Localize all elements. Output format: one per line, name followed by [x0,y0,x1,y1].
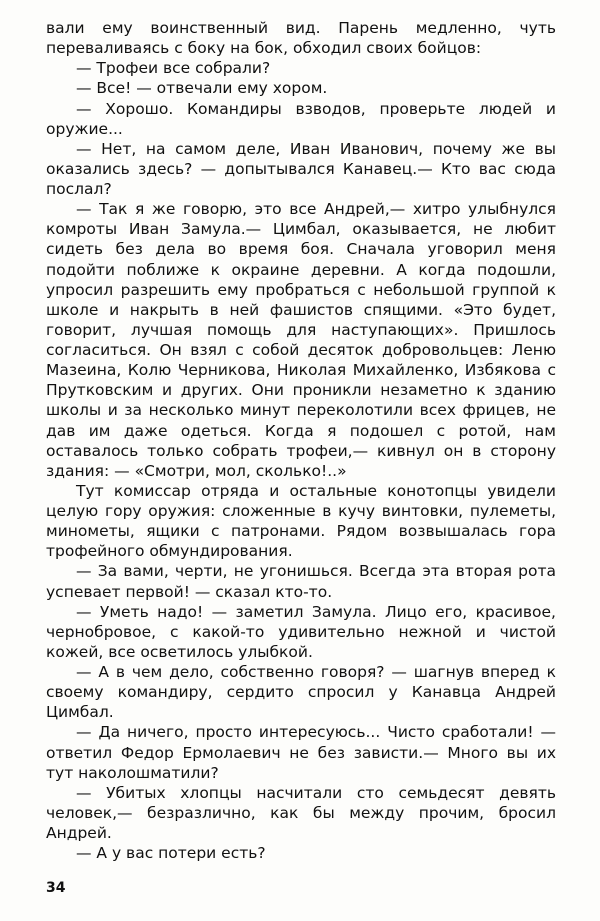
paragraph: — А у вас потери есть? [76,844,266,863]
paragraph: — А в чем дело, собственно говоря? — шагнув вперед к своему командиру, сердито спросил у Канавца Андрей Цимбал. [46,663,556,722]
paragraph: — Все! — отвечали ему хором. [76,79,328,98]
paragraph: — Хорошо. Командиры взводов, проверьте людей и оружие... [46,99,556,138]
paragraph: — За вами, черти, не угонишься. Всегда эта вторая рота успевает первой! — сказал кто-то. [46,562,556,601]
paragraph: — Да ничего, просто интересуюсь... Чисто сработали! — ответил Федор Ермолаевич не без зависти.— Много вы их тут наколошматили? [46,723,556,782]
paragraph: — Так я же говорю, это все Андрей,— хитро улыбнулся комроты Иван Замула.— Цимбал, оказывается, не любит сидеть без дела во время боя. Сначала уговорил меня подойти поближе к окраине деревни. А когда подошли, упросил разрешить ему пробраться с небольшой группой к школе и накрыть в ней фашистов спящими. «Это будет, говорит, лучшая помощь для наступающих». Пришлось согласиться. Он взял с собой десяток добровольцев: Леню Мазеина, Колю Черникова, Николая Михайленко, Избякова с Прутковским и других. Они проникли незаметно к зданию школы и за несколько минут переколотили всех фрицев, не дав им даже одеться. Когда я подошел с ротой, нам оставалось только собрать трофеи,— кивнул он в сторону здания: — «Смотри, мол, сколько!..» [46,200,556,480]
paragraph: Тут комиссар отряда и остальные конотопцы увидели целую гору оружия: сложенные в кучу винтовки, пулеметы, минометы, ящики с патронами. Рядом возвышалась гора трофейного обмундирования. [46,481,556,561]
paragraph: — Убитых хлопцы насчитали сто семьдесят девять человек,— безразлично, как бы между прочим, бросил Андрей. [46,783,556,842]
paragraph: — Нет, на самом деле, Иван Иванович, почему же вы оказались здесь? — допытывался Канавец.— Кто вас сюда послал? [46,139,556,198]
paragraph: — Трофеи все собрали? [76,59,271,78]
paragraph: — Уметь надо! — заметил Замула. Лицо его, красивое, чернобровое, с какой-то удивительно нежной и чистой кожей, все осветилось улыбкой. [46,602,556,661]
body-text [46,18,556,863]
paragraph: вали ему воинственный вид. Парень медленно, чуть переваливаясь с боку на бок, обходил своих бойцов: [46,19,556,58]
page-number: 34 [46,880,66,896]
